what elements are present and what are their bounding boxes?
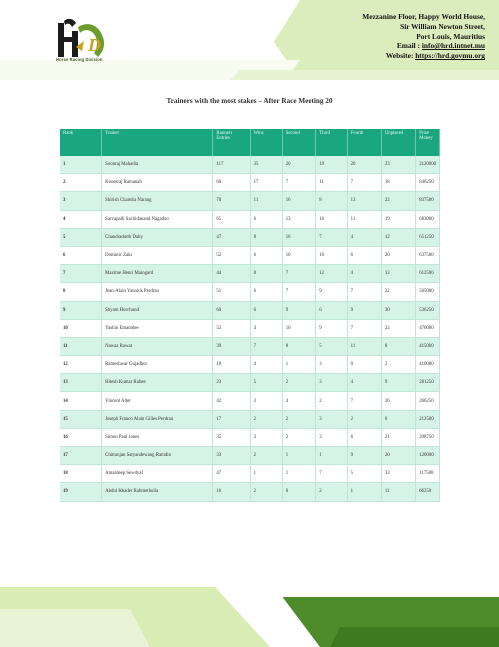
cell-unplaced: 21: [381, 428, 415, 446]
cell-prize-money: 120000: [416, 447, 440, 465]
table-row: [60, 192, 440, 210]
cell-second: 10: [282, 319, 316, 337]
cell-rank: 18: [60, 465, 102, 483]
cell-third: 12: [316, 265, 347, 283]
cell-trainer: Dominic Zaki: [102, 246, 213, 264]
cell-prize-money: 2120000: [416, 156, 440, 174]
cell-fourth: 1: [347, 483, 381, 501]
cell-runners-entries: 44: [213, 265, 250, 283]
cell-fourth: 4: [347, 374, 381, 392]
cell-prize-money: 565000: [416, 283, 440, 301]
cell-prize-money: 208750: [416, 428, 440, 446]
cell-trainer: Soonraj Mahadia: [102, 156, 213, 174]
table-row: [60, 174, 440, 192]
cell-runners-entries: 35: [213, 428, 250, 446]
cell-second: 13: [282, 210, 316, 228]
cell-trainer: Vincent Allet: [102, 392, 213, 410]
table-row: [60, 392, 440, 410]
col-fourth: Fourth: [347, 129, 381, 156]
table-row: [60, 428, 440, 446]
cell-second: 2: [282, 374, 316, 392]
cell-prize-money: 66250: [416, 483, 440, 501]
cell-runners-entries: 52: [213, 246, 250, 264]
cell-trainer: Chitranjan Satyandewang Ramdin: [102, 447, 213, 465]
cell-unplaced: 20: [381, 447, 415, 465]
cell-rank: 5: [60, 228, 102, 246]
col-unplaced: Unplaced: [381, 129, 415, 156]
cell-prize-money: 846250: [416, 174, 440, 192]
cell-wins: 8: [250, 265, 282, 283]
cell-fourth: 13: [347, 192, 381, 210]
cell-unplaced: 11: [381, 483, 415, 501]
cell-wins: 17: [250, 174, 282, 192]
cell-wins: 6: [250, 210, 282, 228]
cell-unplaced: 8: [381, 337, 415, 355]
cell-third: 3: [316, 356, 347, 374]
cell-runners-entries: 10: [213, 356, 250, 374]
table-row: [60, 483, 440, 501]
cell-unplaced: 12: [381, 228, 415, 246]
col-wins: Wins: [250, 129, 282, 156]
cell-unplaced: 22: [381, 283, 415, 301]
org-name: Horse Racing Division: [56, 57, 103, 62]
cell-second: 2: [282, 410, 316, 428]
cell-fourth: 7: [347, 283, 381, 301]
cell-wins: 2: [250, 410, 282, 428]
cell-runners-entries: 51: [213, 283, 250, 301]
cell-second: 20: [282, 156, 316, 174]
cell-fourth: 11: [347, 337, 381, 355]
cell-unplaced: 18: [381, 174, 415, 192]
cell-rank: 8: [60, 283, 102, 301]
cell-prize-money: 837500: [416, 192, 440, 210]
cell-trainer: Amardeep Sewdyal: [102, 465, 213, 483]
cell-prize-money: 266250: [416, 392, 440, 410]
cell-rank: 4: [60, 210, 102, 228]
cell-runners-entries: 117: [213, 156, 250, 174]
cell-second: 7: [282, 174, 316, 192]
table-row: [60, 156, 440, 174]
cell-runners-entries: 60: [213, 174, 250, 192]
cell-third: 1: [316, 447, 347, 465]
cell-rank: 16: [60, 428, 102, 446]
cell-rank: 10: [60, 319, 102, 337]
cell-fourth: 7: [347, 174, 381, 192]
cell-trainer: Jean-Alain Yannick Perdrau: [102, 283, 213, 301]
table-row: [60, 265, 440, 283]
cell-rank: 14: [60, 392, 102, 410]
cell-fourth: 7: [347, 392, 381, 410]
cell-runners-entries: 70: [213, 192, 250, 210]
cell-unplaced: 8: [381, 410, 415, 428]
cell-unplaced: 9: [381, 374, 415, 392]
cell-runners-entries: 17: [213, 410, 250, 428]
cell-rank: 19: [60, 483, 102, 501]
cell-third: 7: [316, 465, 347, 483]
cell-fourth: 6: [347, 428, 381, 446]
table-row: [60, 447, 440, 465]
cell-trainer: Joseph Franco Alain Gilles Perdrau: [102, 410, 213, 428]
cell-rank: 1: [60, 156, 102, 174]
cell-trainer: Chandradutth Daby: [102, 228, 213, 246]
cell-third: 8: [316, 192, 347, 210]
cell-second: 7: [282, 265, 316, 283]
cell-second: 16: [282, 192, 316, 210]
cell-prize-money: 612500: [416, 265, 440, 283]
cell-trainer: Shyam Hurchund: [102, 301, 213, 319]
cell-unplaced: 23: [381, 156, 415, 174]
email-label: Email :: [396, 41, 422, 51]
cell-rank: 2: [60, 174, 102, 192]
cell-second: 4: [282, 392, 316, 410]
col-second: Second: [282, 129, 316, 156]
cell-runners-entries: 39: [213, 337, 250, 355]
cell-second: 10: [282, 246, 316, 264]
cell-third: 19: [316, 156, 347, 174]
cell-trainer: Kooesraj Ramanah: [102, 174, 213, 192]
address-line-2: Sir William Newton Street,: [400, 21, 485, 31]
cell-fourth: 11: [347, 210, 381, 228]
cell-fourth: 7: [347, 319, 381, 337]
email-link[interactable]: info@hrd.intnet.mu: [421, 41, 485, 51]
horse-icon: [58, 19, 104, 57]
cell-fourth: 6: [347, 246, 381, 264]
cell-prize-money: 117500: [416, 465, 440, 483]
svg-text:D: D: [88, 35, 101, 55]
cell-wins: 2: [250, 447, 282, 465]
cell-trainer: Simon Paul Jones: [102, 428, 213, 446]
cell-fourth: 9: [347, 447, 381, 465]
cell-third: 3: [316, 428, 347, 446]
cell-rank: 6: [60, 246, 102, 264]
cell-runners-entries: 65: [213, 210, 250, 228]
col-third: Third: [316, 129, 347, 156]
table-row: [60, 374, 440, 392]
cell-fourth: 4: [347, 228, 381, 246]
cell-third: 5: [316, 337, 347, 355]
cell-trainer: Abdul Khader Rahmethulla: [102, 483, 213, 501]
cell-second: 8: [282, 337, 316, 355]
cell-third: 16: [316, 210, 347, 228]
website-line: [362, 51, 485, 61]
table-row: [60, 319, 440, 337]
cell-fourth: 5: [347, 465, 381, 483]
table-row: [60, 210, 440, 228]
cell-third: 6: [316, 301, 347, 319]
table-row: [60, 465, 440, 483]
cell-wins: 5: [250, 374, 282, 392]
cell-runners-entries: 23: [213, 374, 250, 392]
cell-runners-entries: 60: [213, 301, 250, 319]
table-row: [60, 283, 440, 301]
table-row: [60, 356, 440, 374]
website-link[interactable]: https://hrd.govmu.org: [415, 51, 485, 61]
cell-fourth: 0: [347, 356, 381, 374]
cell-wins: 6: [250, 301, 282, 319]
cell-runners-entries: 52: [213, 319, 250, 337]
cell-third: 11: [316, 174, 347, 192]
cell-wins: 4: [250, 319, 282, 337]
cell-unplaced: 26: [381, 392, 415, 410]
cell-fourth: 2: [347, 410, 381, 428]
cell-rank: 17: [60, 447, 102, 465]
cell-rank: 15: [60, 410, 102, 428]
cell-wins: 6: [250, 283, 282, 301]
cell-wins: 6: [250, 246, 282, 264]
cell-wins: 8: [250, 228, 282, 246]
email-line: [362, 41, 485, 51]
cell-prize-money: 281250: [416, 374, 440, 392]
cell-fourth: 4: [347, 265, 381, 283]
footer-band: [0, 587, 499, 647]
cell-second: 1: [282, 465, 316, 483]
cell-prize-money: 637500: [416, 246, 440, 264]
cell-third: 7: [316, 228, 347, 246]
cell-rank: 12: [60, 356, 102, 374]
table-row: [60, 301, 440, 319]
cell-second: 16: [282, 228, 316, 246]
cell-wins: 2: [250, 483, 282, 501]
cell-third: 10: [316, 246, 347, 264]
address-block: [362, 12, 485, 61]
address-line-1: Mezzanine Floor, Happy World House,: [362, 12, 485, 21]
cell-rank: 9: [60, 301, 102, 319]
cell-third: 9: [316, 283, 347, 301]
table-header-row: [60, 129, 440, 156]
cell-third: 3: [316, 374, 347, 392]
cell-wins: 1: [250, 465, 282, 483]
cell-unplaced: 30: [381, 301, 415, 319]
cell-trainer: Hitesh Kumar Ruhee: [102, 374, 213, 392]
cell-trainer: Shirish Chandra Narang: [102, 192, 213, 210]
cell-wins: 11: [250, 192, 282, 210]
cell-wins: 4: [250, 356, 282, 374]
cell-second: 1: [282, 447, 316, 465]
cell-third: 9: [316, 319, 347, 337]
cell-runners-entries: 16: [213, 483, 250, 501]
cell-fourth: 20: [347, 156, 381, 174]
cell-wins: 7: [250, 337, 282, 355]
cell-unplaced: 19: [381, 210, 415, 228]
col-runners-entries: Runners Entries: [213, 129, 250, 156]
col-trainer: Trainer: [102, 129, 213, 156]
cell-rank: 11: [60, 337, 102, 355]
cell-second: 2: [282, 428, 316, 446]
cell-prize-money: 212500: [416, 410, 440, 428]
cell-unplaced: 22: [381, 319, 415, 337]
cell-rank: 7: [60, 265, 102, 283]
cell-trainer: Rameshwar Gujadhur: [102, 356, 213, 374]
cell-prize-money: 410000: [416, 356, 440, 374]
cell-second: 9: [282, 301, 316, 319]
cell-second: 0: [282, 483, 316, 501]
cell-unplaced: 20: [381, 246, 415, 264]
cell-wins: 35: [250, 156, 282, 174]
cell-rank: 13: [60, 374, 102, 392]
cell-unplaced: 2: [381, 356, 415, 374]
table-row: [60, 246, 440, 264]
col-prize-money: Prize Money: [416, 129, 440, 156]
col-rank: Rank: [60, 129, 102, 156]
cell-third: 3: [316, 410, 347, 428]
cell-third: 2: [316, 483, 347, 501]
cell-runners-entries: 33: [213, 447, 250, 465]
cell-unplaced: 13: [381, 265, 415, 283]
cell-runners-entries: 47: [213, 465, 250, 483]
cell-third: 2: [316, 392, 347, 410]
cell-prize-money: 651250: [416, 228, 440, 246]
cell-second: 7: [282, 283, 316, 301]
cell-runners-entries: 47: [213, 228, 250, 246]
page-title: Trainers with the most stakes – After Race Meeting 20: [166, 97, 333, 105]
table-row: [60, 228, 440, 246]
cell-unplaced: 33: [381, 465, 415, 483]
cell-trainer: Sarvapalli Sachidanand Nagadoo: [102, 210, 213, 228]
cell-runners-entries: 42: [213, 392, 250, 410]
cell-prize-money: 536250: [416, 301, 440, 319]
cell-trainer: Nawaz Rawat: [102, 337, 213, 355]
cell-prize-money: 415000: [416, 337, 440, 355]
address-line-3: Port Louis, Mauritius: [416, 31, 485, 41]
trainers-table: [60, 129, 440, 502]
cell-trainer: Yashin Emamdee: [102, 319, 213, 337]
table-body: [60, 156, 440, 501]
cell-unplaced: 22: [381, 192, 415, 210]
cell-second: 1: [282, 356, 316, 374]
cell-trainer: Maxime Henri Maingard: [102, 265, 213, 283]
cell-wins: 3: [250, 428, 282, 446]
cell-prize-money: 683000: [416, 210, 440, 228]
cell-prize-money: 470000: [416, 319, 440, 337]
website-label: Website:: [385, 51, 416, 61]
cell-wins: 3: [250, 392, 282, 410]
table-row: [60, 337, 440, 355]
cell-fourth: 9: [347, 301, 381, 319]
cell-rank: 3: [60, 192, 102, 210]
table-row: [60, 410, 440, 428]
